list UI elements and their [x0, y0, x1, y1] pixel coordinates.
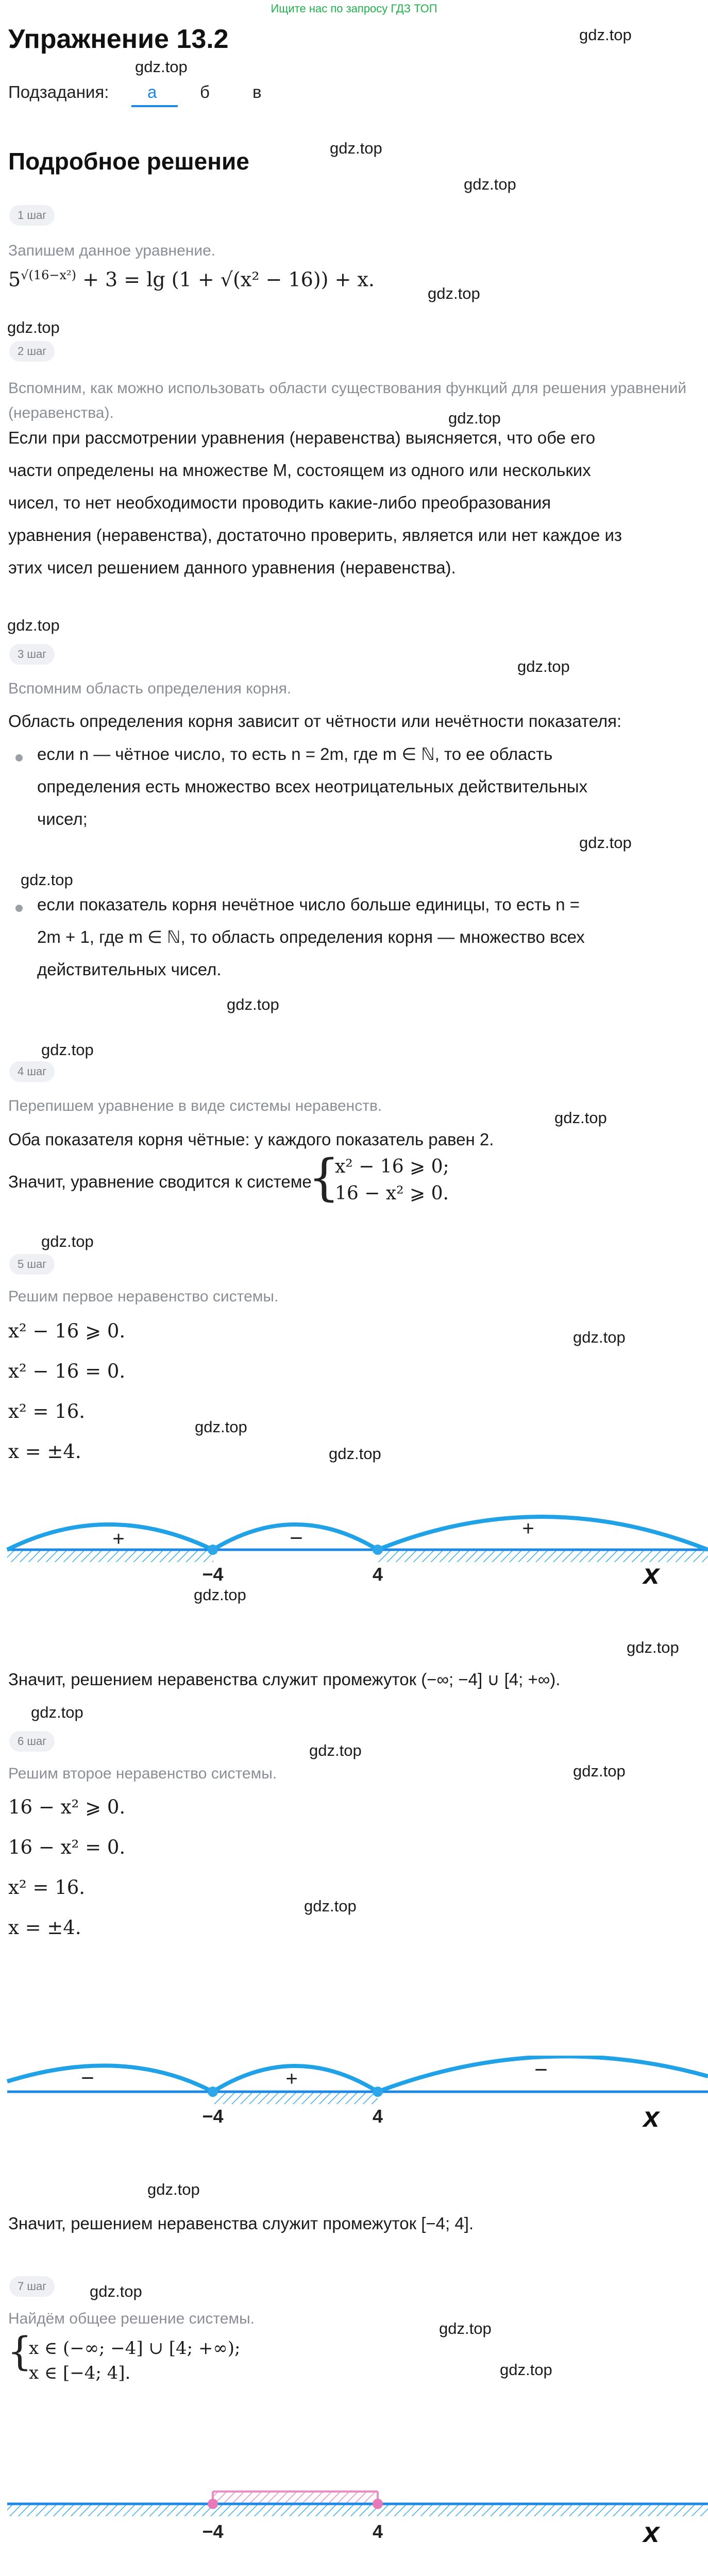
- step-note: Решим второе неравенство системы.: [8, 1765, 277, 1782]
- endpoint-dot: [208, 2087, 218, 2097]
- paragraph-line: Оба показателя корня чётные: у каждого показатель равен 2.: [8, 1130, 494, 1149]
- sign-label: −: [290, 1526, 303, 1551]
- number-line-3: [0, 2473, 708, 2545]
- hatched-region: [213, 2492, 378, 2504]
- axis-variable: x: [643, 2100, 660, 2133]
- paragraph-line: Если при рассмотрении уравнения (неравенства) выясняется, что обе его: [8, 428, 596, 447]
- bullet-line: 2m + 1, где m ∈ ℕ, то область определения корня — множество всех: [37, 927, 585, 946]
- sign-arc: [7, 1524, 213, 1550]
- tick-label: 4: [372, 2521, 383, 2542]
- math-line: 16 − x² = 0.: [8, 1836, 126, 1858]
- system-line: x ∈ [−4; 4].: [29, 2363, 131, 2383]
- endpoint-dot: [373, 1545, 383, 1555]
- watermark: gdz.top: [227, 995, 279, 1013]
- watermark: gdz.top: [135, 58, 188, 76]
- tick-label: 4: [372, 2106, 383, 2127]
- watermark: gdz.top: [41, 1232, 94, 1250]
- tab-v[interactable]: в: [252, 82, 262, 101]
- bullet-line: определения есть множество всех неотрицательных действительных: [37, 777, 588, 796]
- page-title: Упражнение 13.2: [8, 24, 229, 54]
- watermark: gdz.top: [573, 1328, 626, 1346]
- hatched-region: [7, 2504, 708, 2516]
- math-line: x² − 16 ⩾ 0.: [8, 1320, 126, 1342]
- step-badge: 1 шаг: [9, 205, 55, 226]
- top-search-link[interactable]: Ищите нас по запросу ГДЗ ТОП: [271, 2, 437, 15]
- watermark: gdz.top: [627, 1638, 679, 1656]
- step-badge: 3 шаг: [9, 644, 55, 665]
- endpoint-dot: [373, 2499, 383, 2509]
- watermark: gdz.top: [579, 834, 632, 852]
- watermark: gdz.top: [194, 1586, 246, 1604]
- paragraph-line: Значит, уравнение сводится к системе: [8, 1172, 312, 1191]
- watermark: gdz.top: [579, 26, 632, 44]
- step-badge: 6 шаг: [9, 1731, 55, 1752]
- math-line: x² − 16 = 0.: [8, 1360, 126, 1382]
- number-line-1: [0, 1494, 708, 1618]
- paragraph-line: Значит, решением неравенства служит промежуток (−∞; −4] ∪ [4; +∞).: [8, 1670, 561, 1689]
- watermark: gdz.top: [21, 871, 73, 889]
- watermark: gdz.top: [195, 1418, 247, 1436]
- equation-original: $5^{√(16-x^2)} + 3 = \lg (1 + √(x^2 - 16)) + x$.: [8, 268, 375, 291]
- watermark: gdz.top: [439, 2319, 492, 2337]
- step-note: Решим первое неравенство системы.: [8, 1288, 279, 1305]
- watermark: gdz.top: [31, 1703, 83, 1721]
- solution-heading: Подробное решение: [8, 148, 249, 175]
- active-tab-underline: [131, 105, 178, 107]
- endpoint-dot: [373, 2087, 383, 2097]
- hatched-region: [213, 2092, 378, 2104]
- watermark: gdz.top: [573, 1762, 626, 1780]
- watermark: gdz.top: [428, 284, 480, 302]
- watermark: gdz.top: [90, 2282, 142, 2300]
- watermark: gdz.top: [554, 1109, 607, 1127]
- sign-label: +: [285, 2067, 298, 2090]
- step-note: Вспомним, как можно использовать области существования функций для решения уравнений (неравенства).: [8, 380, 687, 421]
- bullet-line: если показатель корня нечётное число больше единицы, то есть n =: [37, 895, 580, 914]
- system-brace: {: [7, 2328, 32, 2374]
- axis-variable: x: [643, 2516, 660, 2545]
- watermark: gdz.top: [517, 657, 570, 675]
- bullet-line: если n — чётное число, то есть n = 2m, где m ∈ ℕ, то ее область: [37, 744, 553, 764]
- step-badge: 4 шаг: [9, 1061, 55, 1082]
- math-line: x = ±4.: [8, 1917, 81, 1939]
- step-badge: 2 шаг: [9, 341, 55, 362]
- math-line: 16 − x² ⩾ 0.: [8, 1796, 126, 1818]
- system-line: 16 − x² ⩾ 0.: [335, 1183, 449, 1204]
- sign-label: −: [81, 2065, 94, 2091]
- system-brace: {: [308, 1149, 340, 1207]
- tick-label: −4: [202, 1564, 224, 1585]
- sign-label: +: [112, 1528, 125, 1550]
- sign-label: +: [522, 1517, 534, 1540]
- step-note: Запишем данное уравнение.: [8, 242, 216, 259]
- watermark: gdz.top: [309, 1741, 362, 1759]
- paragraph-line: этих чисел решением данного уравнения (неравенства).: [8, 558, 456, 577]
- step-note: Перепишем уравнение в виде системы неравенств.: [8, 1097, 382, 1114]
- sign-label: −: [534, 2057, 548, 2082]
- bullet-line: чисел;: [37, 809, 88, 828]
- step-badge: 5 шаг: [9, 1254, 55, 1275]
- watermark: gdz.top: [7, 318, 60, 336]
- watermark: gdz.top: [147, 2180, 200, 2198]
- tick-label: −4: [202, 2106, 224, 2127]
- bullet-dot: [15, 754, 23, 761]
- hatched-region: [7, 1550, 213, 1562]
- axis-variable: x: [643, 1557, 660, 1590]
- math-line: x² = 16.: [8, 1876, 86, 1899]
- math-line: x² = 16.: [8, 1400, 86, 1422]
- bullet-dot: [15, 905, 23, 912]
- watermark: gdz.top: [448, 409, 501, 427]
- tab-a[interactable]: а: [147, 82, 157, 101]
- system-line: x² − 16 ⩾ 0;: [335, 1156, 449, 1177]
- watermark: gdz.top: [330, 139, 382, 157]
- watermark: gdz.top: [500, 2361, 552, 2379]
- endpoint-dot: [208, 2499, 218, 2509]
- bullet-line: действительных чисел.: [37, 960, 222, 979]
- paragraph-line: части определены на множестве M, состоящем из одного или нескольких: [8, 461, 591, 480]
- subtasks-label: Подзадания:: [8, 82, 109, 101]
- watermark: gdz.top: [7, 616, 60, 634]
- step-badge: 7 шаг: [9, 2276, 55, 2297]
- tick-label: 4: [372, 1564, 383, 1585]
- paragraph-line: Область определения корня зависит от чётности или нечётности показателя:: [8, 711, 622, 731]
- system-line: x ∈ (−∞; −4] ∪ [4; +∞);: [29, 2338, 241, 2359]
- endpoint-dot: [208, 1545, 218, 1555]
- sign-arc: [378, 1517, 708, 1550]
- watermark: gdz.top: [329, 1445, 381, 1463]
- paragraph-line: Значит, решением неравенства служит промежуток [−4; 4].: [8, 2214, 474, 2233]
- watermark: gdz.top: [304, 1897, 357, 1915]
- watermark: gdz.top: [464, 175, 516, 193]
- number-line-2: [0, 2056, 708, 2179]
- tab-b[interactable]: б: [200, 82, 210, 101]
- step-note: Вспомним область определения корня.: [8, 680, 292, 697]
- step-note: Найдём общее решение системы.: [8, 2310, 255, 2327]
- tick-label: −4: [202, 2521, 224, 2542]
- paragraph-line: чисел, то нет необходимости проводить какие-либо преобразования: [8, 493, 551, 512]
- paragraph-line: уравнения (неравенства), достаточно проверить, является или нет каждое из: [8, 526, 622, 545]
- sign-arc: [7, 2065, 213, 2092]
- watermark: gdz.top: [41, 1041, 94, 1059]
- math-line: x = ±4.: [8, 1440, 81, 1463]
